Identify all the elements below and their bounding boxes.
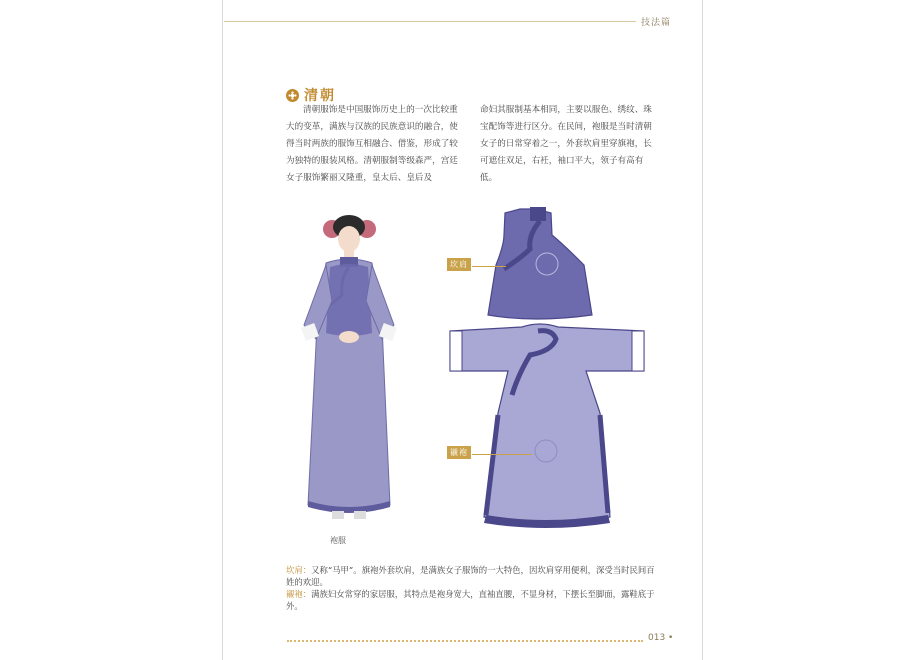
running-header: 技法篇 [641,18,672,28]
robe-drawing [450,324,644,528]
note-text: 满族妇女常穿的家居服，其特点是袍身宽大，直袖直腰，不显身材，下摆长至脚面，露鞋底于外。 [286,589,655,611]
body-paragraph-left: 清朝服饰是中国服饰历史上的一次比较重大的变革，满族与汉族的民族意识的融合，使得当时两族的服饰互相融合、借鉴，形成了较为独特的服装风格。清朝服制等级森严，宫廷女子服饰繁丽又隆重，皇太后、皇后及 [286,105,458,183]
page-edge-left [222,0,223,660]
footer-dotted-rule [287,640,643,642]
page-number: 013 • [648,633,674,643]
costume-illustration [290,205,660,535]
note-kanjian [286,564,656,588]
label-chenyi-line [472,454,532,455]
figure-caption: 袍服 [330,536,346,545]
section-title: 清朝 [304,88,336,104]
note-term: 襯袍： [286,589,312,599]
header-rule [224,21,636,22]
flower-icon [286,89,299,102]
label-chenyi: 襯袍 [447,446,471,459]
note-term: 坎肩： [286,565,312,575]
note-chenyi [286,588,656,612]
page-edge-right [702,0,703,660]
notes-block [286,564,656,612]
woman-figure [301,215,397,519]
label-kanjian-line [472,266,506,267]
note-text: 又称“马甲”。旗袍外套坎肩，是满族女子服饰的一大特色，因坎肩穿用便利，深受当时民间百姓的欢迎。 [286,565,655,587]
body-paragraph-right: 命妇其服制基本相同，主要以服色、绣纹、珠宝配饰等进行区分。在民间，袍服是当时清朝女子的日常穿着之一，外套坎肩里穿旗袍，长可遮住双足，右衽，袖口平大，领子有高有低。 [480,105,652,183]
label-kanjian: 坎肩 [447,258,471,271]
vest-drawing [488,207,592,319]
